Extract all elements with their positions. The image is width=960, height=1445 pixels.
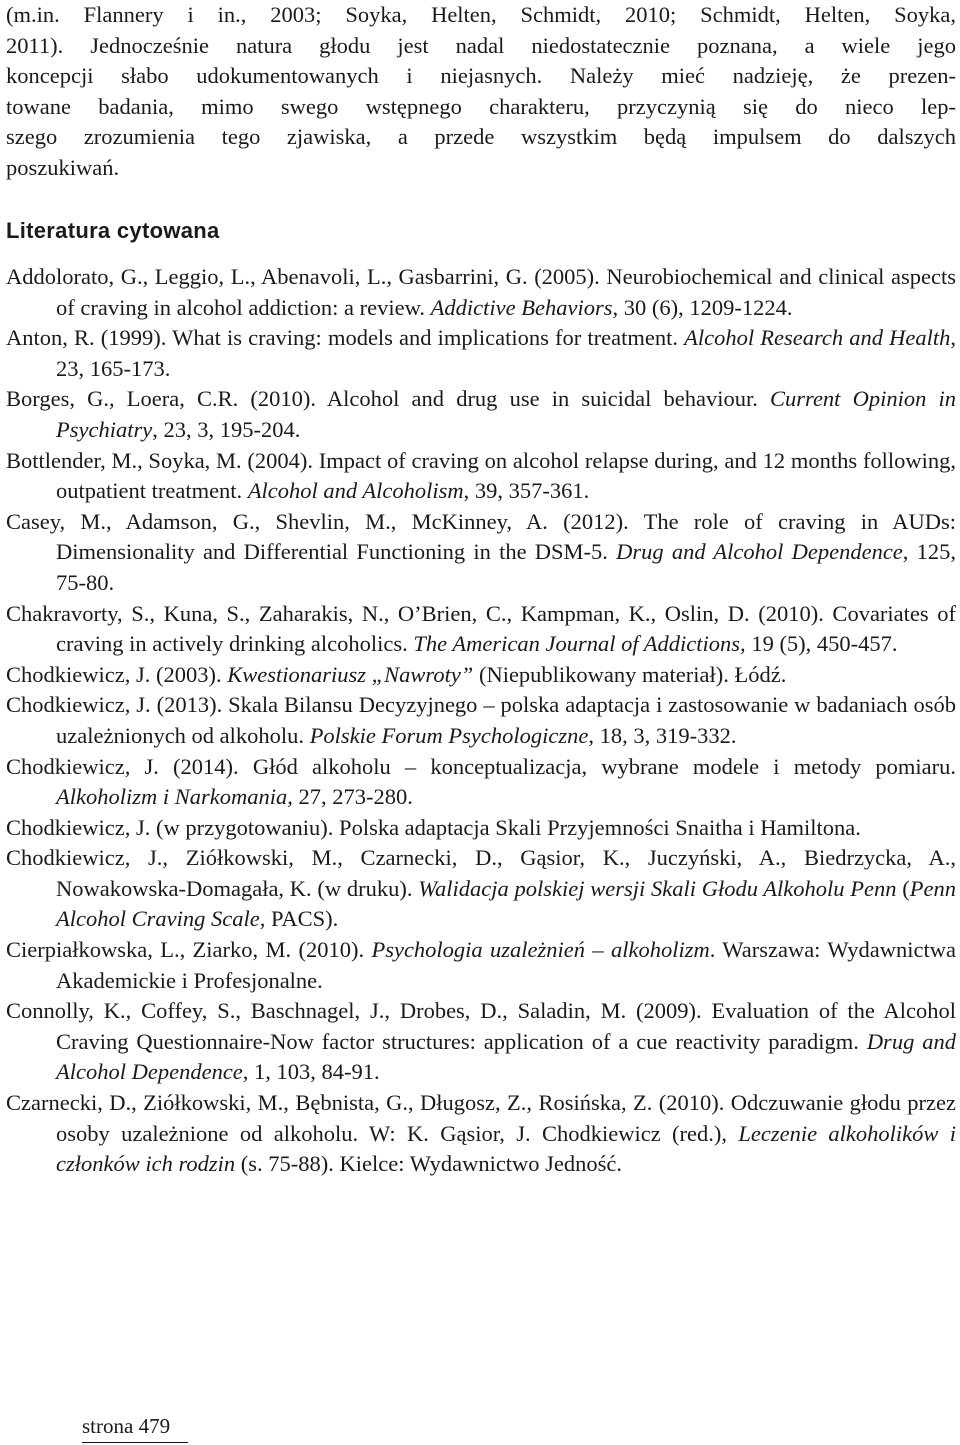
ref-text: Chodkiewicz, J. (2003). (6, 661, 228, 687)
ref-title: Alkoholizm i Narkomania, (56, 784, 293, 810)
ref-text: Casey, M., Adamson, G., Shevlin, M., McKinney, A. (2012). The role of craving in AUDs: Dimensionality and Differential Functioning in the DSM-5. (6, 508, 956, 565)
ref-text: 27, 273-280. (292, 784, 413, 810)
ref-text: , 125, 75-80. (56, 539, 957, 595)
ref-title: Drug and Alcohol Dependence (56, 1028, 956, 1085)
page (6, 0, 957, 1177)
reference-item (6, 660, 956, 691)
ref-text: Borges, G., Loera, C.R. (2010). Alcohol and drug use in suicidal behaviour. (6, 386, 771, 412)
ref-text: Czarnecki, D., Ziółkowski, M., Bębnista, G., Długosz, Z., Rosińska, Z. (2010). Odczuwanie głodu przez osoby uzależnione od alkoholu. W: K. Gąsior, J. Chodkiewicz (red.), (6, 1090, 956, 1146)
intro-line: szego zrozumienia tego zjawiska, a przede wszystkim będą impulsem do dalszych (6, 124, 956, 150)
reference-item (6, 813, 956, 844)
reference-item (6, 507, 956, 599)
reference-item (6, 446, 956, 507)
ref-title: Polskie Forum Psychologiczne (309, 722, 589, 748)
ref-title: Penn Alcohol Craving Scale, (56, 875, 956, 932)
ref-text: Chodkiewicz, J. (w przygotowaniu). Polska adaptacja Skali Przyjemności Snaitha i Hamiltona. (6, 814, 861, 840)
ref-text: , 23, 165-173. (56, 325, 956, 381)
ref-text: , 23, 3, 195-204. (152, 416, 301, 442)
ref-text: Anton, R. (1999). What is craving: models and implications for treatment. (6, 325, 685, 351)
ref-title: Drug and Alcohol Dependence (616, 539, 903, 565)
ref-title: Kwestionariusz „Nawroty” (227, 661, 474, 687)
ref-text: Chodkiewicz, J., Ziółkowski, M., Czarnecki, D., Gąsior, K., Juczyński, A., Biedrzycka, A., Nowakowska-Domagała, K. (w druku). (6, 845, 956, 901)
ref-title: Psychologia uzależnień – alkoholizm (371, 937, 710, 963)
ref-text: . Warszawa: Wydawnictwa Akademickie i Profesjonalne. (56, 937, 956, 993)
reference-item (6, 996, 956, 1088)
ref-text: Addolorato, G., Leggio, L., Abenavoli, L., Gasbarrini, G. (2005). Neurobiochemical and clinical aspects of craving in alcohol addiction: a review. (6, 264, 956, 320)
footer-underline (82, 1442, 188, 1443)
reference-item (6, 843, 956, 935)
ref-text: , 39, 357-361. (463, 478, 590, 504)
reference-list (6, 262, 956, 1180)
ref-title: Leczenie alkoholików i członków ich rodzin (56, 1120, 957, 1177)
intro-line: towane badania, mimo swego wstępnego charakteru, przyczynią się do nieco lep- (6, 93, 956, 119)
intro-line: koncepcji słabo udokumentowanych i niejasnych. Należy mieć nadzieję, że prezen- (6, 63, 956, 89)
intro-line: poszukiwań. (6, 154, 120, 180)
reference-item (6, 752, 956, 813)
reference-item (6, 935, 956, 996)
ref-text: (Niepublikowany materiał). Łódź. (473, 661, 787, 687)
reference-item (6, 1088, 956, 1180)
section-heading: Literatura cytowana (6, 218, 220, 243)
ref-text: 19 (5), 450-457. (745, 631, 898, 657)
page-number: strona 479 (82, 1414, 171, 1438)
ref-text: Cierpiałkowska, L., Ziarko, M. (2010). (6, 937, 372, 963)
ref-title: Walidacja polskiej wersji Skali Głodu Alkoholu Penn (418, 875, 897, 901)
ref-text: Connolly, K., Coffey, S., Baschnagel, J., Drobes, D., Saladin, M. (2009). Evaluation of the Alcohol Craving Questionnaire-Now factor structures: application of a cue reactivity paradigm. (6, 998, 956, 1054)
ref-text: Bottlender, M., Soyka, M. (2004). Impact of craving on alcohol relapse during, and 12 months following, outpatient treatment. (6, 447, 956, 504)
ref-text: , 1, 103, 84-91. (242, 1059, 380, 1085)
intro-paragraph (6, 0, 956, 184)
reference-item (6, 599, 956, 660)
ref-text: PACS). (265, 906, 339, 932)
ref-text: ( (896, 875, 910, 901)
ref-text: Chodkiewicz, J. (2013). Skala Bilansu Decyzyjnego – polska adaptacja i zastosowanie w badaniach osób uzależnionych od alkoholu. (6, 692, 956, 748)
intro-line: (m.in. Flannery i in., 2003; Soyka, Helten, Schmidt, 2010; Schmidt, Helten, Soyka, (6, 2, 956, 27)
reference-item (6, 690, 956, 751)
ref-title: Alcohol Research and Health (684, 325, 951, 351)
intro-line: 2011). Jednocześnie natura głodu jest nadal niedostatecznie poznana, a wiele jego (6, 32, 956, 58)
ref-title: The American Journal of Addictions, (413, 631, 746, 657)
ref-text: , 30 (6), 1209-1224. (612, 294, 793, 320)
reference-item (6, 262, 956, 323)
ref-text: Chodkiewicz, J. (2014). Głód alkoholu – konceptualizacja, wybrane modele i metody pomiaru. (6, 753, 956, 779)
ref-text: Chakravorty, S., Kuna, S., Zaharakis, N., O’Brien, C., Kampman, K., Oslin, D. (2010). Covariates of craving in actively drinking alcoholics. (6, 600, 956, 657)
reference-item (6, 323, 956, 384)
ref-title: Current Opinion in Psychiatry (56, 386, 956, 442)
ref-title: Alcohol and Alcoholism (247, 478, 464, 504)
ref-title: Addictive Behaviors (430, 294, 613, 320)
reference-item (6, 384, 956, 445)
ref-text: (s. 75-88). Kielce: Wydawnictwo Jedność. (235, 1151, 623, 1177)
ref-text: , 18, 3, 319-332. (588, 722, 737, 748)
